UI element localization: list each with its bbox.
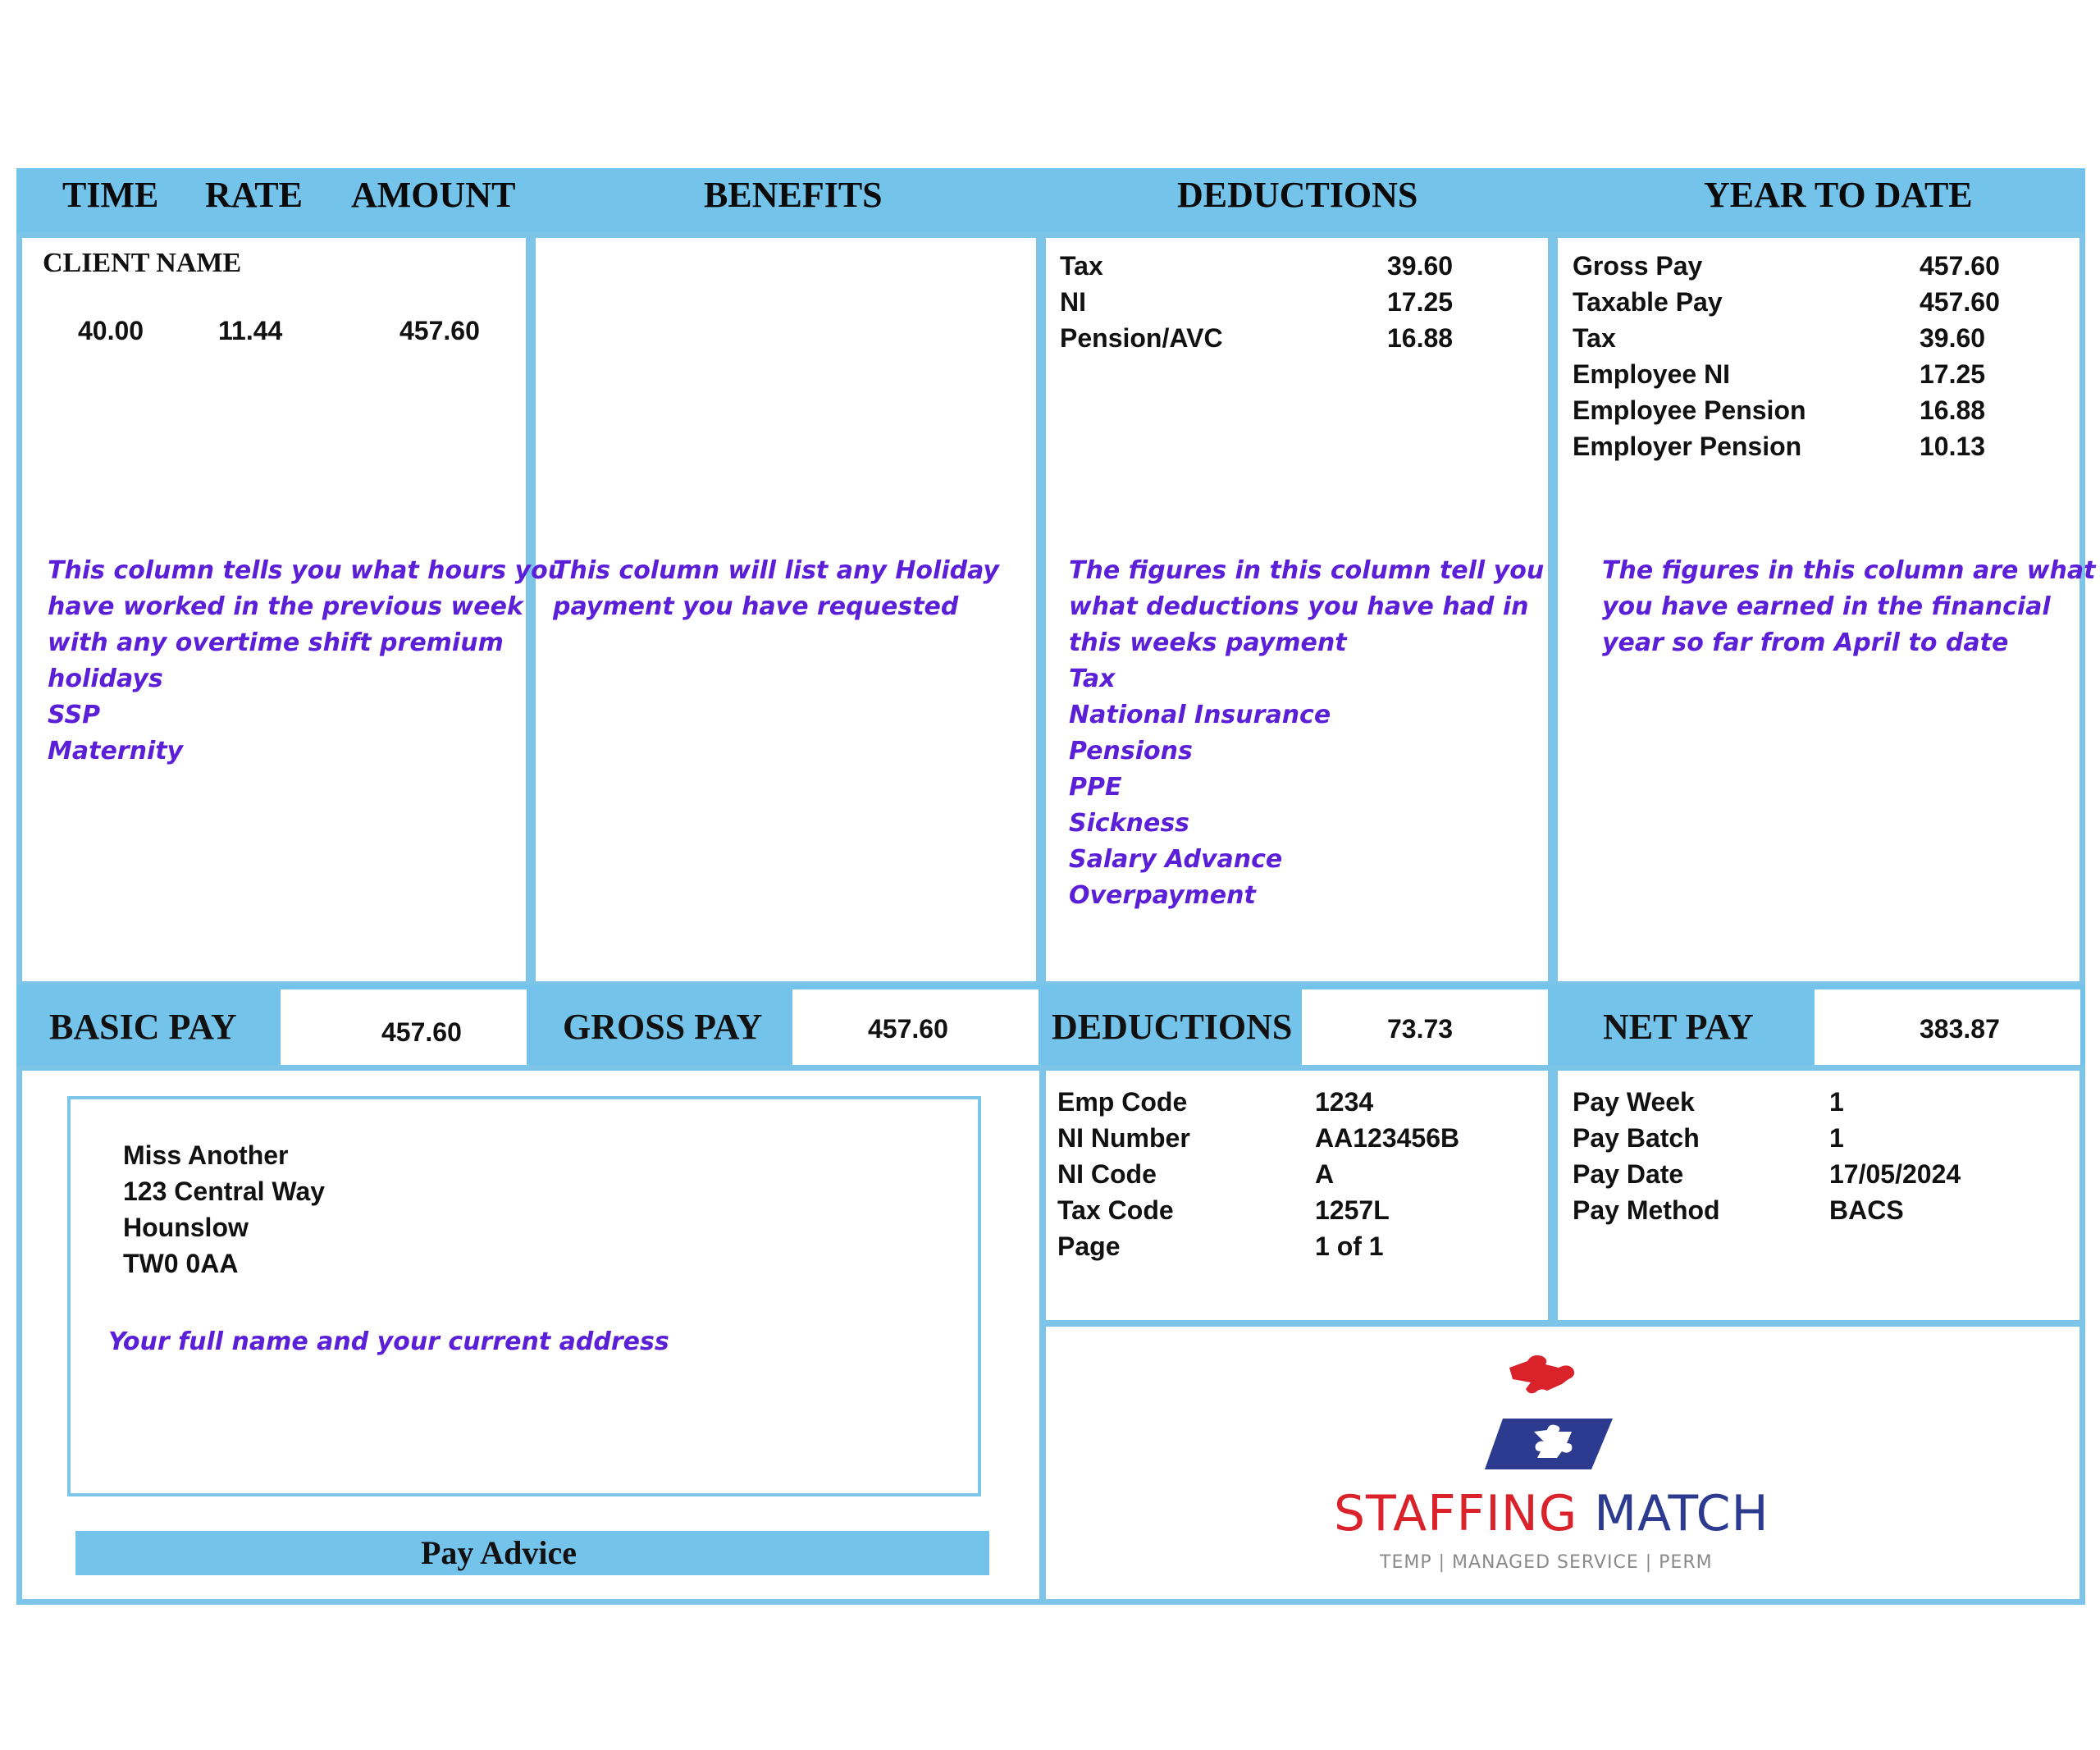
ytd-column-note: The figures in this column are what you have earned in the financial year so far from April to date xyxy=(1602,556,2096,657)
employee-label: Page xyxy=(1057,1231,1121,1261)
header-rate: RATE xyxy=(205,175,303,215)
gross-pay-value: 457.60 xyxy=(868,1014,948,1044)
deduction-label: Tax xyxy=(1060,251,1103,281)
deductions-total-value: 73.73 xyxy=(1387,1014,1454,1044)
employee-value: 1257L xyxy=(1315,1195,1390,1225)
staffing-match-logo-icon xyxy=(1477,1350,1624,1481)
pay-advice-label: Pay Advice xyxy=(421,1534,577,1571)
pay-info-value: 1 xyxy=(1829,1087,1844,1117)
employee-label: Tax Code xyxy=(1057,1195,1174,1225)
pay-info-label: Pay Batch xyxy=(1573,1123,1700,1153)
employee-label: NI Number xyxy=(1057,1123,1190,1153)
logo-word-match: MATCH xyxy=(1594,1485,1769,1542)
deduction-value: 16.88 xyxy=(1387,323,1454,353)
net-pay-value: 383.87 xyxy=(1920,1014,2000,1044)
ytd-label: Employee NI xyxy=(1573,359,1731,389)
employee-value: 1234 xyxy=(1315,1087,1374,1117)
pay-info-label: Pay Method xyxy=(1573,1195,1720,1225)
employee-label: NI Code xyxy=(1057,1159,1157,1189)
net-pay-label: NET PAY xyxy=(1603,1007,1754,1047)
pay-info-label: Pay Week xyxy=(1573,1087,1695,1117)
pay-info-value: 1 xyxy=(1829,1123,1844,1153)
employee-value: A xyxy=(1315,1159,1335,1189)
logo-tagline: TEMP | MANAGED SERVICE | PERM xyxy=(1380,1552,1713,1573)
amount-value: 457.60 xyxy=(399,316,480,345)
address-line: Hounslow xyxy=(123,1213,249,1242)
time-column-note: This column tells you what hours you have worked in the previous week with any overtime shift premium holidays SSP Maternity xyxy=(48,556,566,765)
basic-pay-value: 457.60 xyxy=(381,1017,462,1047)
header-amount: AMOUNT xyxy=(351,175,516,215)
deduction-value: 17.25 xyxy=(1387,287,1454,317)
pay-info-value: 17/05/2024 xyxy=(1829,1159,1961,1189)
time-value: 40.00 xyxy=(78,316,144,345)
ytd-label: Tax xyxy=(1573,323,1616,353)
address-note: Your full name and your current address xyxy=(108,1327,669,1356)
header-time: TIME xyxy=(62,175,159,215)
ytd-label: Gross Pay xyxy=(1573,251,1703,281)
address-line: Miss Another xyxy=(123,1140,289,1170)
header-deductions: DEDUCTIONS xyxy=(1177,175,1418,215)
ytd-label: Employer Pension xyxy=(1573,432,1802,461)
ytd-label: Taxable Pay xyxy=(1573,287,1723,317)
client-name-label: CLIENT NAME xyxy=(43,248,242,278)
deduction-value: 39.60 xyxy=(1387,251,1454,281)
employee-value: AA123456B xyxy=(1315,1123,1460,1153)
deductions-column-note: The figures in this column tell you what deductions you have had in this weeks payment Tax National Insurance Pensions PPE Sickness Salary Advance Overpayment xyxy=(1069,556,1545,910)
ytd-value: 457.60 xyxy=(1920,251,2000,281)
rate-value: 11.44 xyxy=(218,316,283,345)
header-benefits: BENEFITS xyxy=(704,175,883,215)
logo-wordmark xyxy=(1334,1485,1769,1542)
pay-info-value: BACS xyxy=(1829,1195,1904,1225)
red-puzzle-piece-icon xyxy=(1509,1355,1574,1393)
pay-info-label: Pay Date xyxy=(1573,1159,1684,1189)
ytd-value: 16.88 xyxy=(1920,395,1986,425)
ytd-label: Employee Pension xyxy=(1573,395,1806,425)
address-line: TW0 0AA xyxy=(123,1249,239,1278)
employee-value: 1 of 1 xyxy=(1315,1231,1384,1261)
address-line: 123 Central Way xyxy=(123,1177,326,1206)
deduction-label: NI xyxy=(1060,287,1086,317)
benefits-column-note: This column will list any Holiday payment you have requested xyxy=(553,556,999,621)
employee-label: Emp Code xyxy=(1057,1087,1188,1117)
logo-word-staffing: STAFFING xyxy=(1334,1485,1578,1542)
header-year-to-date: YEAR TO DATE xyxy=(1704,175,1973,215)
ytd-value: 17.25 xyxy=(1920,359,1986,389)
basic-pay-label: BASIC PAY xyxy=(49,1007,237,1047)
deduction-label: Pension/AVC xyxy=(1060,323,1223,353)
gross-pay-label: GROSS PAY xyxy=(563,1007,763,1047)
ytd-value: 10.13 xyxy=(1920,432,1986,461)
ytd-value: 457.60 xyxy=(1920,287,2000,317)
deductions-total-label: DEDUCTIONS xyxy=(1052,1007,1293,1047)
ytd-value: 39.60 xyxy=(1920,323,1986,353)
